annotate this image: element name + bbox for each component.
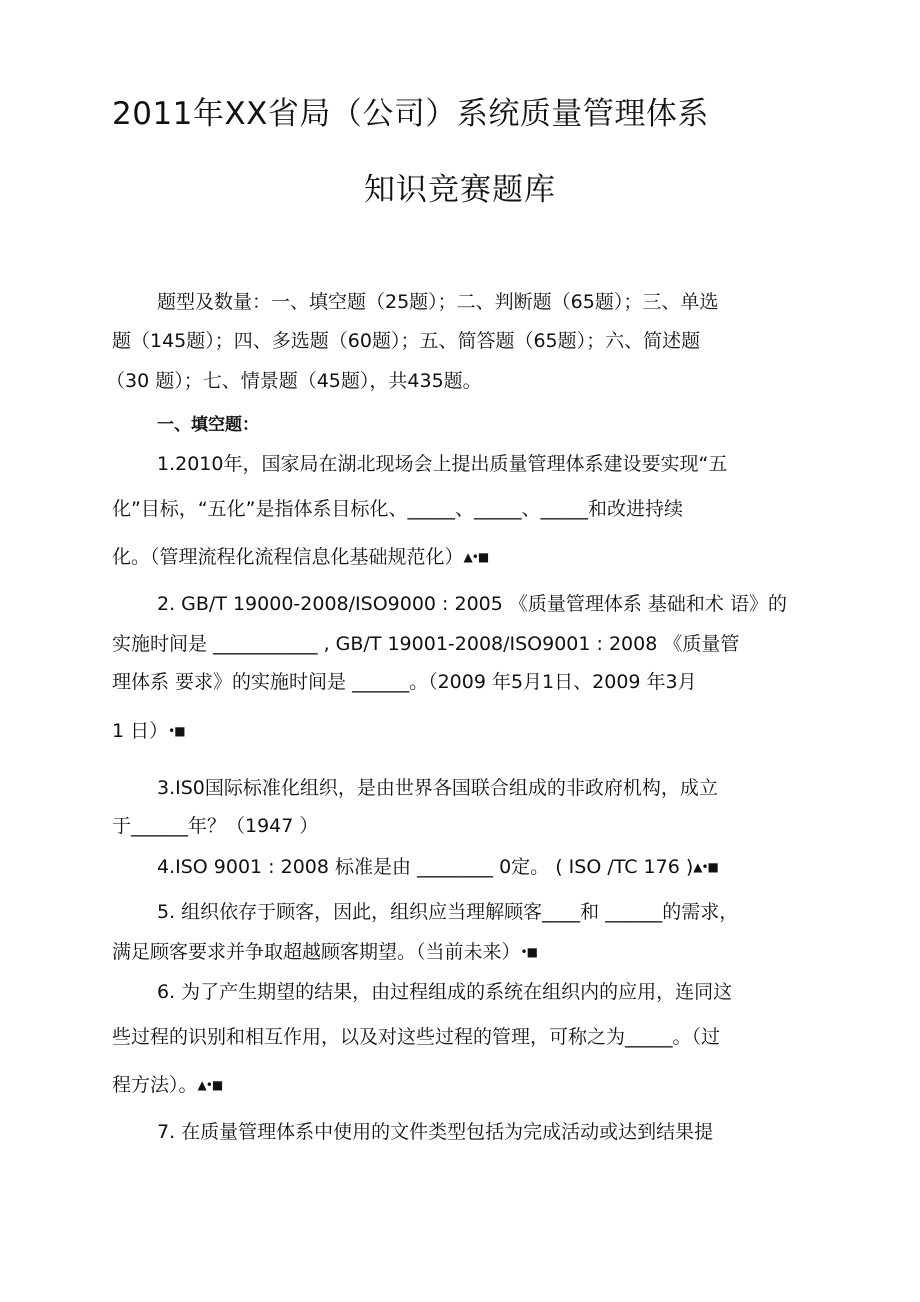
q5-line-2: 满足顾客要求并争取超越顾客期望。（当前未来）•■ (112, 941, 537, 963)
intro-line-1: 题型及数量：一、填空题（25题）；二、判断题（65题）；三、单选 (157, 291, 719, 313)
q4-line-1: 4.ISO 9001 : 2008 标准是由 ________ 0定。 ( ISO /TC 176 )▲•■ (157, 856, 718, 878)
q5-difficulty-mark: •■ (520, 945, 537, 959)
q7-line-1: 7. 在质量管理体系中使用的文件类型包括为完成活动或达到结果提 (157, 1121, 714, 1143)
q1-line-3: 化。（管理流程化流程信息化基础规范化）▲•■ (112, 546, 489, 568)
q3-line-1: 3.IS0国际标准化组织，是由世界各国联合组成的非政府机构，成立 (157, 777, 718, 799)
q6-line-2: 些过程的识别和相互作用，以及对这些过程的管理，可称之为_____。（过 (112, 1026, 721, 1048)
section-heading-fill-in: 一、填空题： (157, 415, 259, 435)
q5-line-1: 5. 组织依存于顾客，因此，组织应当理解顾客____和 ______的需求， (157, 901, 739, 923)
intro-line-2: 题（145题）；四、多选题（60题）；五、简答题（65题）；六、简述题 (112, 330, 701, 352)
q6-line-1: 6. 为了产生期望的结果，由过程组成的系统在组织内的应用，连同这 (157, 981, 733, 1003)
q1-line-2: 化”目标，“五化”是指体系目标化、_____、_____、_____和改进持续 (112, 498, 684, 520)
q4-difficulty-mark: ▲•■ (693, 860, 718, 874)
document-subtitle: 知识竞赛题库 (364, 172, 556, 208)
q2-line-3: 理体系 要求》的实施时间是 ______。（2009 年5月1日、2009 年3月 (112, 671, 697, 693)
intro-line-3: （30 题）；七、情景题（45题），共435题。 (106, 370, 482, 392)
q1-line-1: 1.2010年，国家局在湖北现场会上提出质量管理体系建设要实现“五 (157, 453, 728, 475)
q2-line-2: 实施时间是 ___________ , GB/T 19001-2008/ISO9001 : 2008 《质量管 (112, 633, 740, 655)
q1-difficulty-mark: ▲•■ (463, 550, 489, 564)
q2-difficulty-mark: •■ (168, 724, 185, 738)
q6-line-3: 程方法）。▲•■ (112, 1074, 223, 1096)
q6-difficulty-mark: ▲•■ (197, 1078, 223, 1092)
q3-line-2: 于______年？（1947 ） (112, 815, 319, 837)
q2-line-4: 1 日）•■ (112, 720, 185, 742)
document-title: 2011年XX省局（公司）系统质量管理体系 (112, 96, 709, 132)
q2-line-1: 2. GB/T 19000-2008/ISO9000 : 2005 《质量管理体系 基础和术 语》的 (157, 593, 787, 615)
